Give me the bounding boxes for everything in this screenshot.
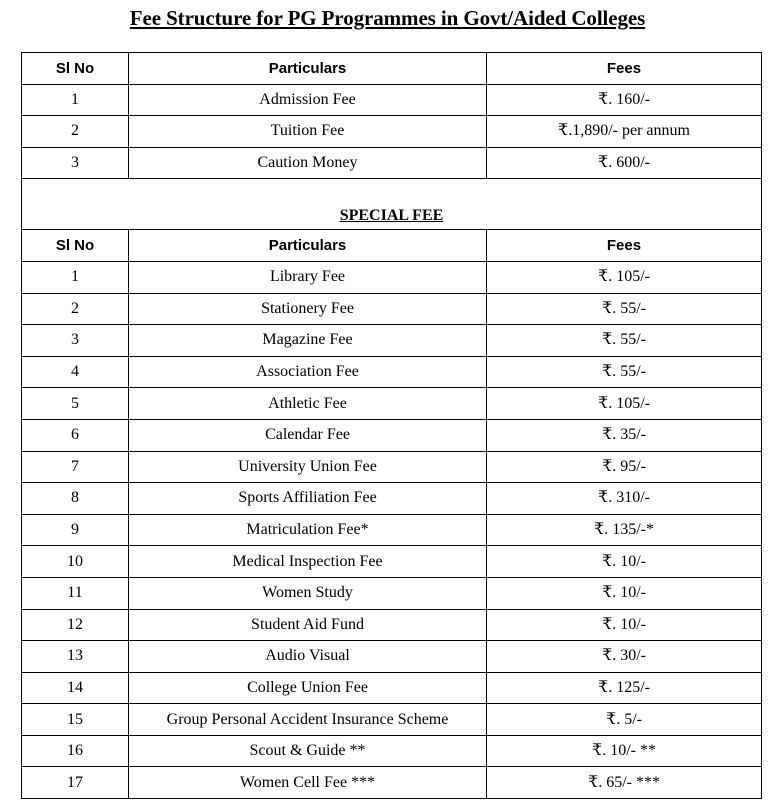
column-header-particulars: Particulars	[129, 53, 487, 85]
particular-cell: Calendar Fee	[129, 419, 487, 451]
special_fees-table-row	[22, 704, 762, 736]
sl-no-cell: 17	[22, 767, 129, 799]
fee-cell: ₹. 600/-	[487, 147, 762, 179]
sl-no-cell: 8	[22, 483, 129, 515]
fee-cell: ₹. 135/-*	[487, 514, 762, 546]
sl-no-cell: 1	[22, 84, 129, 116]
sl-no-cell: 6	[22, 419, 129, 451]
sl-no-cell: 3	[22, 325, 129, 357]
special_fees-table-row	[22, 293, 762, 325]
special-column-header-particulars: Particulars	[129, 230, 487, 262]
special-fee-section-row	[22, 179, 762, 230]
sl-no-cell: 12	[22, 609, 129, 641]
fee-cell: ₹. 105/-	[487, 261, 762, 293]
sl-no-cell: 15	[22, 704, 129, 736]
fee-cell: ₹. 65/- ***	[487, 767, 762, 799]
particular-cell: College Union Fee	[129, 672, 487, 704]
particular-cell: Caution Money	[129, 147, 487, 179]
particular-cell: Association Fee	[129, 356, 487, 388]
fee-table	[21, 52, 762, 799]
fee-cell: ₹. 310/-	[487, 483, 762, 515]
special_fees-table-row	[22, 767, 762, 799]
special_fees-table-row	[22, 514, 762, 546]
special_fees-table-row	[22, 325, 762, 357]
fee-cell: ₹. 10/-	[487, 609, 762, 641]
general_fees-table-row	[22, 84, 762, 116]
column-header-sl-no: Sl No	[22, 53, 129, 85]
sl-no-cell: 13	[22, 641, 129, 673]
header-row	[22, 53, 762, 85]
particular-cell: Women Cell Fee ***	[129, 767, 487, 799]
particular-cell: Sports Affiliation Fee	[129, 483, 487, 515]
particular-cell: Student Aid Fund	[129, 609, 487, 641]
special_fees-table-row	[22, 609, 762, 641]
sl-no-cell: 4	[22, 356, 129, 388]
particular-cell: University Union Fee	[129, 451, 487, 483]
sl-no-cell: 9	[22, 514, 129, 546]
special_fees-table-row	[22, 388, 762, 420]
sl-no-cell: 3	[22, 147, 129, 179]
particular-cell: Library Fee	[129, 261, 487, 293]
particular-cell: Group Personal Accident Insurance Scheme	[129, 704, 487, 736]
fee-cell: ₹. 55/-	[487, 293, 762, 325]
particular-cell: Stationery Fee	[129, 293, 487, 325]
special_fees-table-row	[22, 356, 762, 388]
particular-cell: Tuition Fee	[129, 116, 487, 148]
sl-no-cell: 7	[22, 451, 129, 483]
fee-cell: ₹. 95/-	[487, 451, 762, 483]
special_fees-table-row	[22, 672, 762, 704]
special-fee-heading: SPECIAL FEE	[22, 179, 762, 230]
special-column-header-sl-no: Sl No	[22, 230, 129, 262]
special_fees-table-row	[22, 483, 762, 515]
particular-cell: Admission Fee	[129, 84, 487, 116]
sl-no-cell: 2	[22, 116, 129, 148]
particular-cell: Medical Inspection Fee	[129, 546, 487, 578]
sl-no-cell: 11	[22, 577, 129, 609]
particular-cell: Magazine Fee	[129, 325, 487, 357]
fee-cell: ₹. 35/-	[487, 419, 762, 451]
particular-cell: Athletic Fee	[129, 388, 487, 420]
fee-cell: ₹. 55/-	[487, 356, 762, 388]
sl-no-cell: 16	[22, 735, 129, 767]
sl-no-cell: 2	[22, 293, 129, 325]
special_fees-table-row	[22, 577, 762, 609]
special_fees-table-row	[22, 451, 762, 483]
general_fees-table-row	[22, 147, 762, 179]
fee-cell: ₹. 5/-	[487, 704, 762, 736]
page-title: Fee Structure for PG Programmes in Govt/Aided Colleges	[129, 6, 646, 30]
fee-cell: ₹. 105/-	[487, 388, 762, 420]
general_fees-table-row	[22, 116, 762, 148]
particular-cell: Audio Visual	[129, 641, 487, 673]
special-column-header-fees: Fees	[487, 230, 762, 262]
fee-cell: ₹. 125/-	[487, 672, 762, 704]
fee-cell: ₹. 10/- **	[487, 735, 762, 767]
fee-cell: ₹. 10/-	[487, 546, 762, 578]
special-header-row	[22, 230, 762, 262]
special_fees-table-row	[22, 261, 762, 293]
fee-cell: ₹. 30/-	[487, 641, 762, 673]
sl-no-cell: 10	[22, 546, 129, 578]
fee-cell: ₹. 55/-	[487, 325, 762, 357]
fee-cell: ₹. 160/-	[487, 84, 762, 116]
particular-cell: Scout & Guide **	[129, 735, 487, 767]
special_fees-table-row	[22, 546, 762, 578]
fee-cell: ₹.1,890/- per annum	[487, 116, 762, 148]
particular-cell: Matriculation Fee*	[129, 514, 487, 546]
fee-cell: ₹. 10/-	[487, 577, 762, 609]
special_fees-table-row	[22, 735, 762, 767]
sl-no-cell: 5	[22, 388, 129, 420]
particular-cell: Women Study	[129, 577, 487, 609]
special_fees-table-row	[22, 641, 762, 673]
special_fees-table-row	[22, 419, 762, 451]
sl-no-cell: 1	[22, 261, 129, 293]
column-header-fees: Fees	[487, 53, 762, 85]
sl-no-cell: 14	[22, 672, 129, 704]
